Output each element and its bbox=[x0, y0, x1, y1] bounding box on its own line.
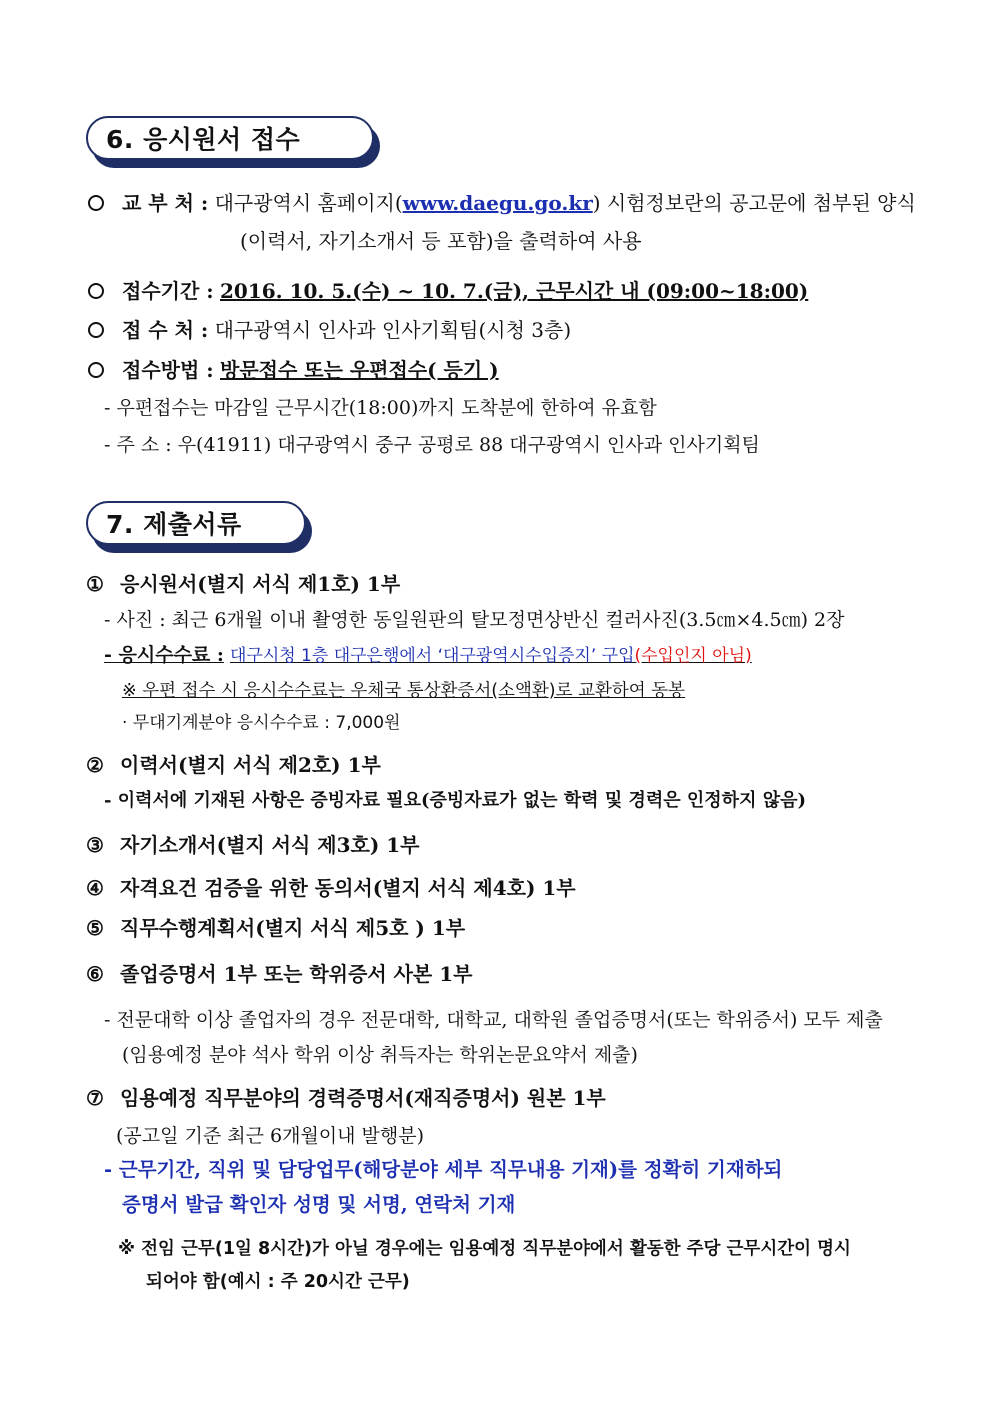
bullet-circle-icon bbox=[88, 283, 104, 299]
period-value: 2016. 10. 5.(수) ~ 10. 7.(금), 근무시간 내 (09:00~18:00) bbox=[220, 279, 809, 303]
bullet-circle-icon bbox=[88, 362, 104, 378]
period-label: 접수기간 : bbox=[122, 279, 214, 303]
issue-text-1: 대구광역시 홈페이지( bbox=[214, 191, 403, 215]
item-6 bbox=[86, 960, 472, 988]
item-7 bbox=[86, 1084, 606, 1112]
issue-label: 교 부 처 : bbox=[122, 191, 209, 215]
career-sub: (공고일 기준 최근 6개월이내 발행분) bbox=[116, 1125, 425, 1147]
issue-line-2: (이력서, 자기소개서 등 포함)을 출력하여 사용 bbox=[240, 229, 642, 253]
item-text: 자기소개서(별지 서식 제3호) 1부 bbox=[120, 833, 420, 857]
item-number: ④ bbox=[86, 876, 104, 900]
section-6-header bbox=[86, 116, 374, 160]
method-label: 접수방법 : bbox=[122, 358, 214, 382]
item-text: 졸업증명서 1부 또는 학위증서 사본 1부 bbox=[120, 962, 473, 986]
item-text: 응시원서(별지 서식 제1호) 1부 bbox=[120, 572, 401, 596]
fee-label: - 응시수수료 : bbox=[104, 644, 224, 666]
issue-text-2: ) 시험정보란의 공고문에 첨부된 양식 bbox=[592, 191, 916, 215]
photo-note: - 사진 : 최근 6개월 이내 촬영한 동일원판의 탈모정면상반신 컬러사진(3.5㎝×4.5㎝) 2장 bbox=[104, 609, 845, 631]
fee-mail-note: ※ 우편 접수 시 응시수수료는 우체국 통상환증서(소액환)로 교환하여 동봉 bbox=[122, 681, 686, 701]
period-line bbox=[88, 277, 808, 305]
item-number: ② bbox=[86, 753, 104, 777]
fee-text: 대구시청 1층 대구은행에서 ‘대구광역시수입증지’ 구입(수입인지 아님) bbox=[229, 646, 752, 666]
bullet-circle-icon bbox=[88, 195, 104, 211]
item-number: ⑦ bbox=[86, 1086, 104, 1110]
item-number: ③ bbox=[86, 833, 104, 857]
part-time-note-2: 되어야 함(예시 : 주 20시간 근무) bbox=[146, 1272, 410, 1292]
daegu-homepage-link[interactable]: www.daegu.go.kr bbox=[402, 191, 593, 215]
item-2 bbox=[86, 751, 381, 779]
career-note-2: 증명서 발급 확인자 성명 및 서명, 연락처 기재 bbox=[122, 1193, 516, 1216]
method-value: 방문접수 또는 우편접수( 등기 ) bbox=[220, 358, 499, 382]
place-label: 접 수 처 : bbox=[122, 318, 209, 342]
item-5 bbox=[86, 914, 465, 942]
address-note: - 주 소 : 우(41911) 대구광역시 중구 공평로 88 대구광역시 인사과 인사기획팀 bbox=[104, 434, 760, 456]
place-line bbox=[88, 316, 571, 344]
grad-note-2: (임용예정 분야 석사 학위 이상 취득자는 학위논문요약서 제출) bbox=[122, 1044, 638, 1066]
item-text: 임용예정 직무분야의 경력증명서(재직증명서) 원본 1부 bbox=[120, 1086, 606, 1110]
item-1 bbox=[86, 570, 400, 598]
section-6-title: 6. 응시원서 접수 bbox=[86, 116, 374, 160]
career-note-1: - 근무기간, 직위 및 담당업무(해당분야 세부 직무내용 기재)를 정확히 기재하되 bbox=[104, 1158, 783, 1181]
fee-line bbox=[104, 641, 752, 670]
place-value: 대구광역시 인사과 인사기획팀(시청 3층) bbox=[214, 318, 572, 342]
item-text: 이력서(별지 서식 제2호) 1부 bbox=[120, 753, 381, 777]
mail-note: - 우편접수는 마감일 근무시간(18:00)까지 도착분에 한하여 유효함 bbox=[104, 397, 657, 419]
resume-note: - 이력서에 기재된 사항은 증빙자료 필요(증빙자료가 없는 학력 및 경력은 인정하지 않음) bbox=[104, 790, 807, 811]
method-line bbox=[88, 356, 499, 384]
fee-amount: · 무대기계분야 응시수수료 : 7,000원 bbox=[122, 713, 401, 733]
bullet-circle-icon bbox=[88, 322, 104, 338]
section-7-title: 7. 제출서류 bbox=[86, 501, 306, 545]
item-number: ① bbox=[86, 572, 104, 596]
item-number: ⑤ bbox=[86, 916, 104, 940]
item-number: ⑥ bbox=[86, 962, 104, 986]
item-3 bbox=[86, 831, 420, 859]
part-time-note-1: ※ 전임 근무(1일 8시간)가 아닐 경우에는 임용예정 직무분야에서 활동한 주당 근무시간이 명시 bbox=[118, 1239, 851, 1259]
item-text: 자격요건 검증을 위한 동의서(별지 서식 제4호) 1부 bbox=[120, 876, 576, 900]
item-4 bbox=[86, 874, 576, 902]
grad-note-1: - 전문대학 이상 졸업자의 경우 전문대학, 대학교, 대학원 졸업증명서(또는 학위증서) 모두 제출 bbox=[104, 1009, 883, 1031]
issue-line bbox=[88, 189, 916, 217]
section-7-header bbox=[86, 501, 306, 545]
item-text: 직무수행계획서(별지 서식 제5호 ) 1부 bbox=[120, 916, 466, 940]
